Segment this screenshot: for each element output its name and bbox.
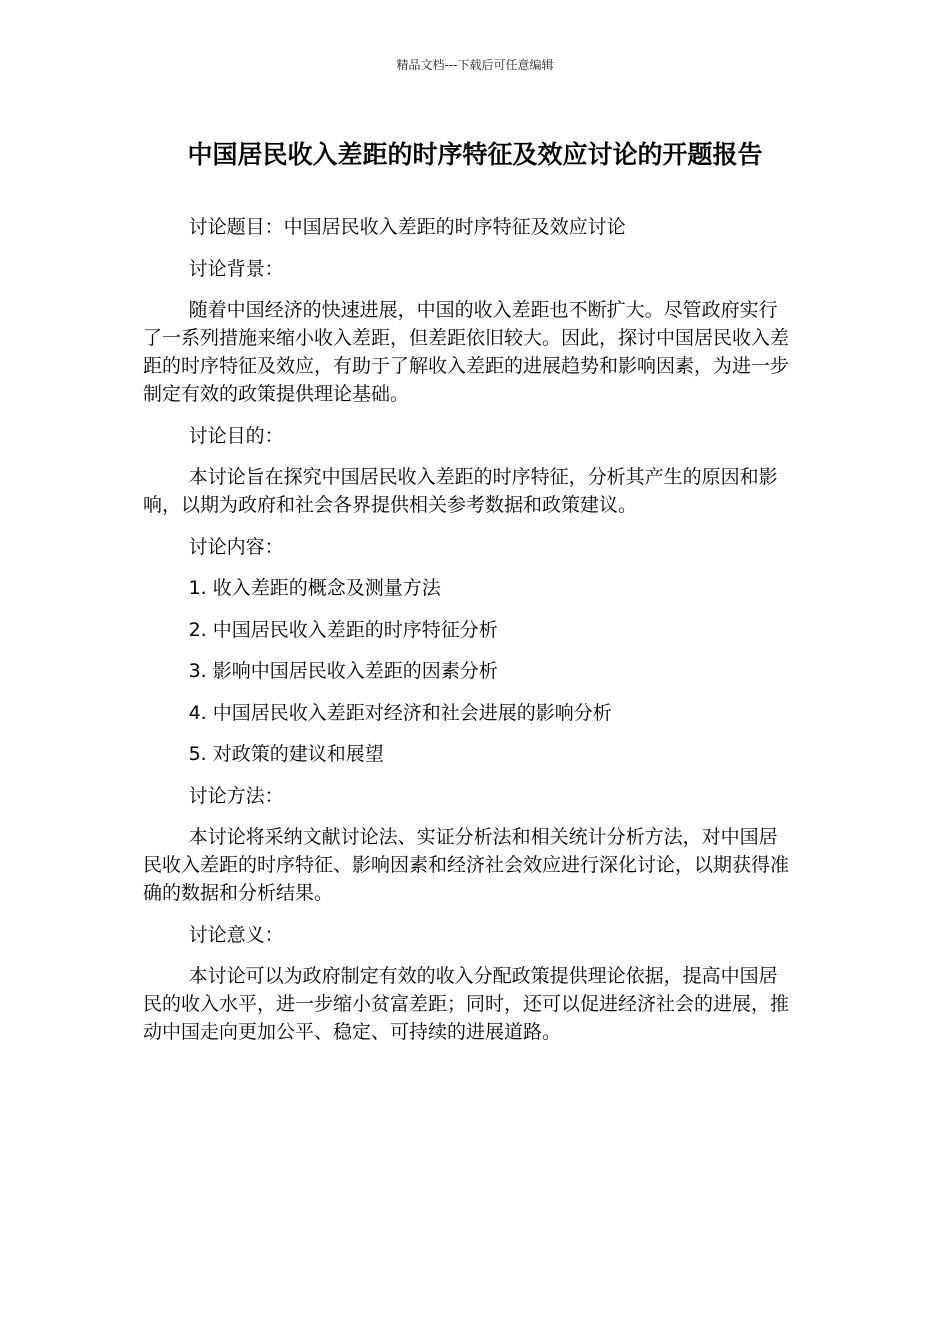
method-heading: 讨论方法： [188, 784, 284, 807]
page-header-note: 精品文档---下载后可任意编辑 [396, 58, 554, 72]
content-heading: 讨论内容： [188, 535, 284, 558]
content-list-item-1: 1. 收入差距的概念及测量方法 [188, 577, 441, 599]
content-list-item-2: 2. 中国居民收入差距的时序特征分析 [188, 618, 498, 641]
method-paragraph: 本讨论将采纳文献讨论法、实证分析法和相关统计分析方法，对中国居民收入差距的时序特征、影响因素和经济社会效应进行深化讨论，以期获得准确的数据和分析结果。 [143, 826, 790, 904]
background-heading: 讨论背景： [188, 257, 284, 280]
content-list-item-5: 5. 对政策的建议和展望 [188, 743, 384, 765]
background-paragraph: 随着中国经济的快速进展，中国的收入差距也不断扩大。尽管政府实行了一系列措施来缩小收入差距，但差距依旧较大。因此，探讨中国居民收入差距的时序特征及效应，有助于了解收入差距的进展趋势和影响因素，为进一步制定有效的政策提供理论基础。 [143, 299, 790, 405]
content-list-item-3: 3. 影响中国居民收入差距的因素分析 [188, 660, 498, 682]
document-body [143, 213, 791, 1060]
content-list-item-4: 4. 中国居民收入差距对经济和社会进展的影响分析 [188, 701, 612, 724]
document-title: 中国居民收入差距的时序特征及效应讨论的开题报告 [187, 140, 763, 169]
purpose-paragraph: 本讨论旨在探究中国居民收入差距的时序特征，分析其产生的原因和影响，以期为政府和社会各界提供相关参考数据和政策建议。 [143, 466, 778, 516]
research-topic: 讨论题目：中国居民收入差距的时序特征及效应讨论 [188, 216, 626, 238]
significance-heading: 讨论意义： [188, 923, 284, 946]
significance-paragraph: 本讨论可以为政府制定有效的收入分配政策提供理论依据，提高中国居民的收入水平，进一步缩小贫富差距；同时，还可以促进经济社会的进展，推动中国走向更加公平、稳定、可持续的进展道路。 [143, 965, 790, 1043]
purpose-heading: 讨论目的： [188, 424, 284, 447]
